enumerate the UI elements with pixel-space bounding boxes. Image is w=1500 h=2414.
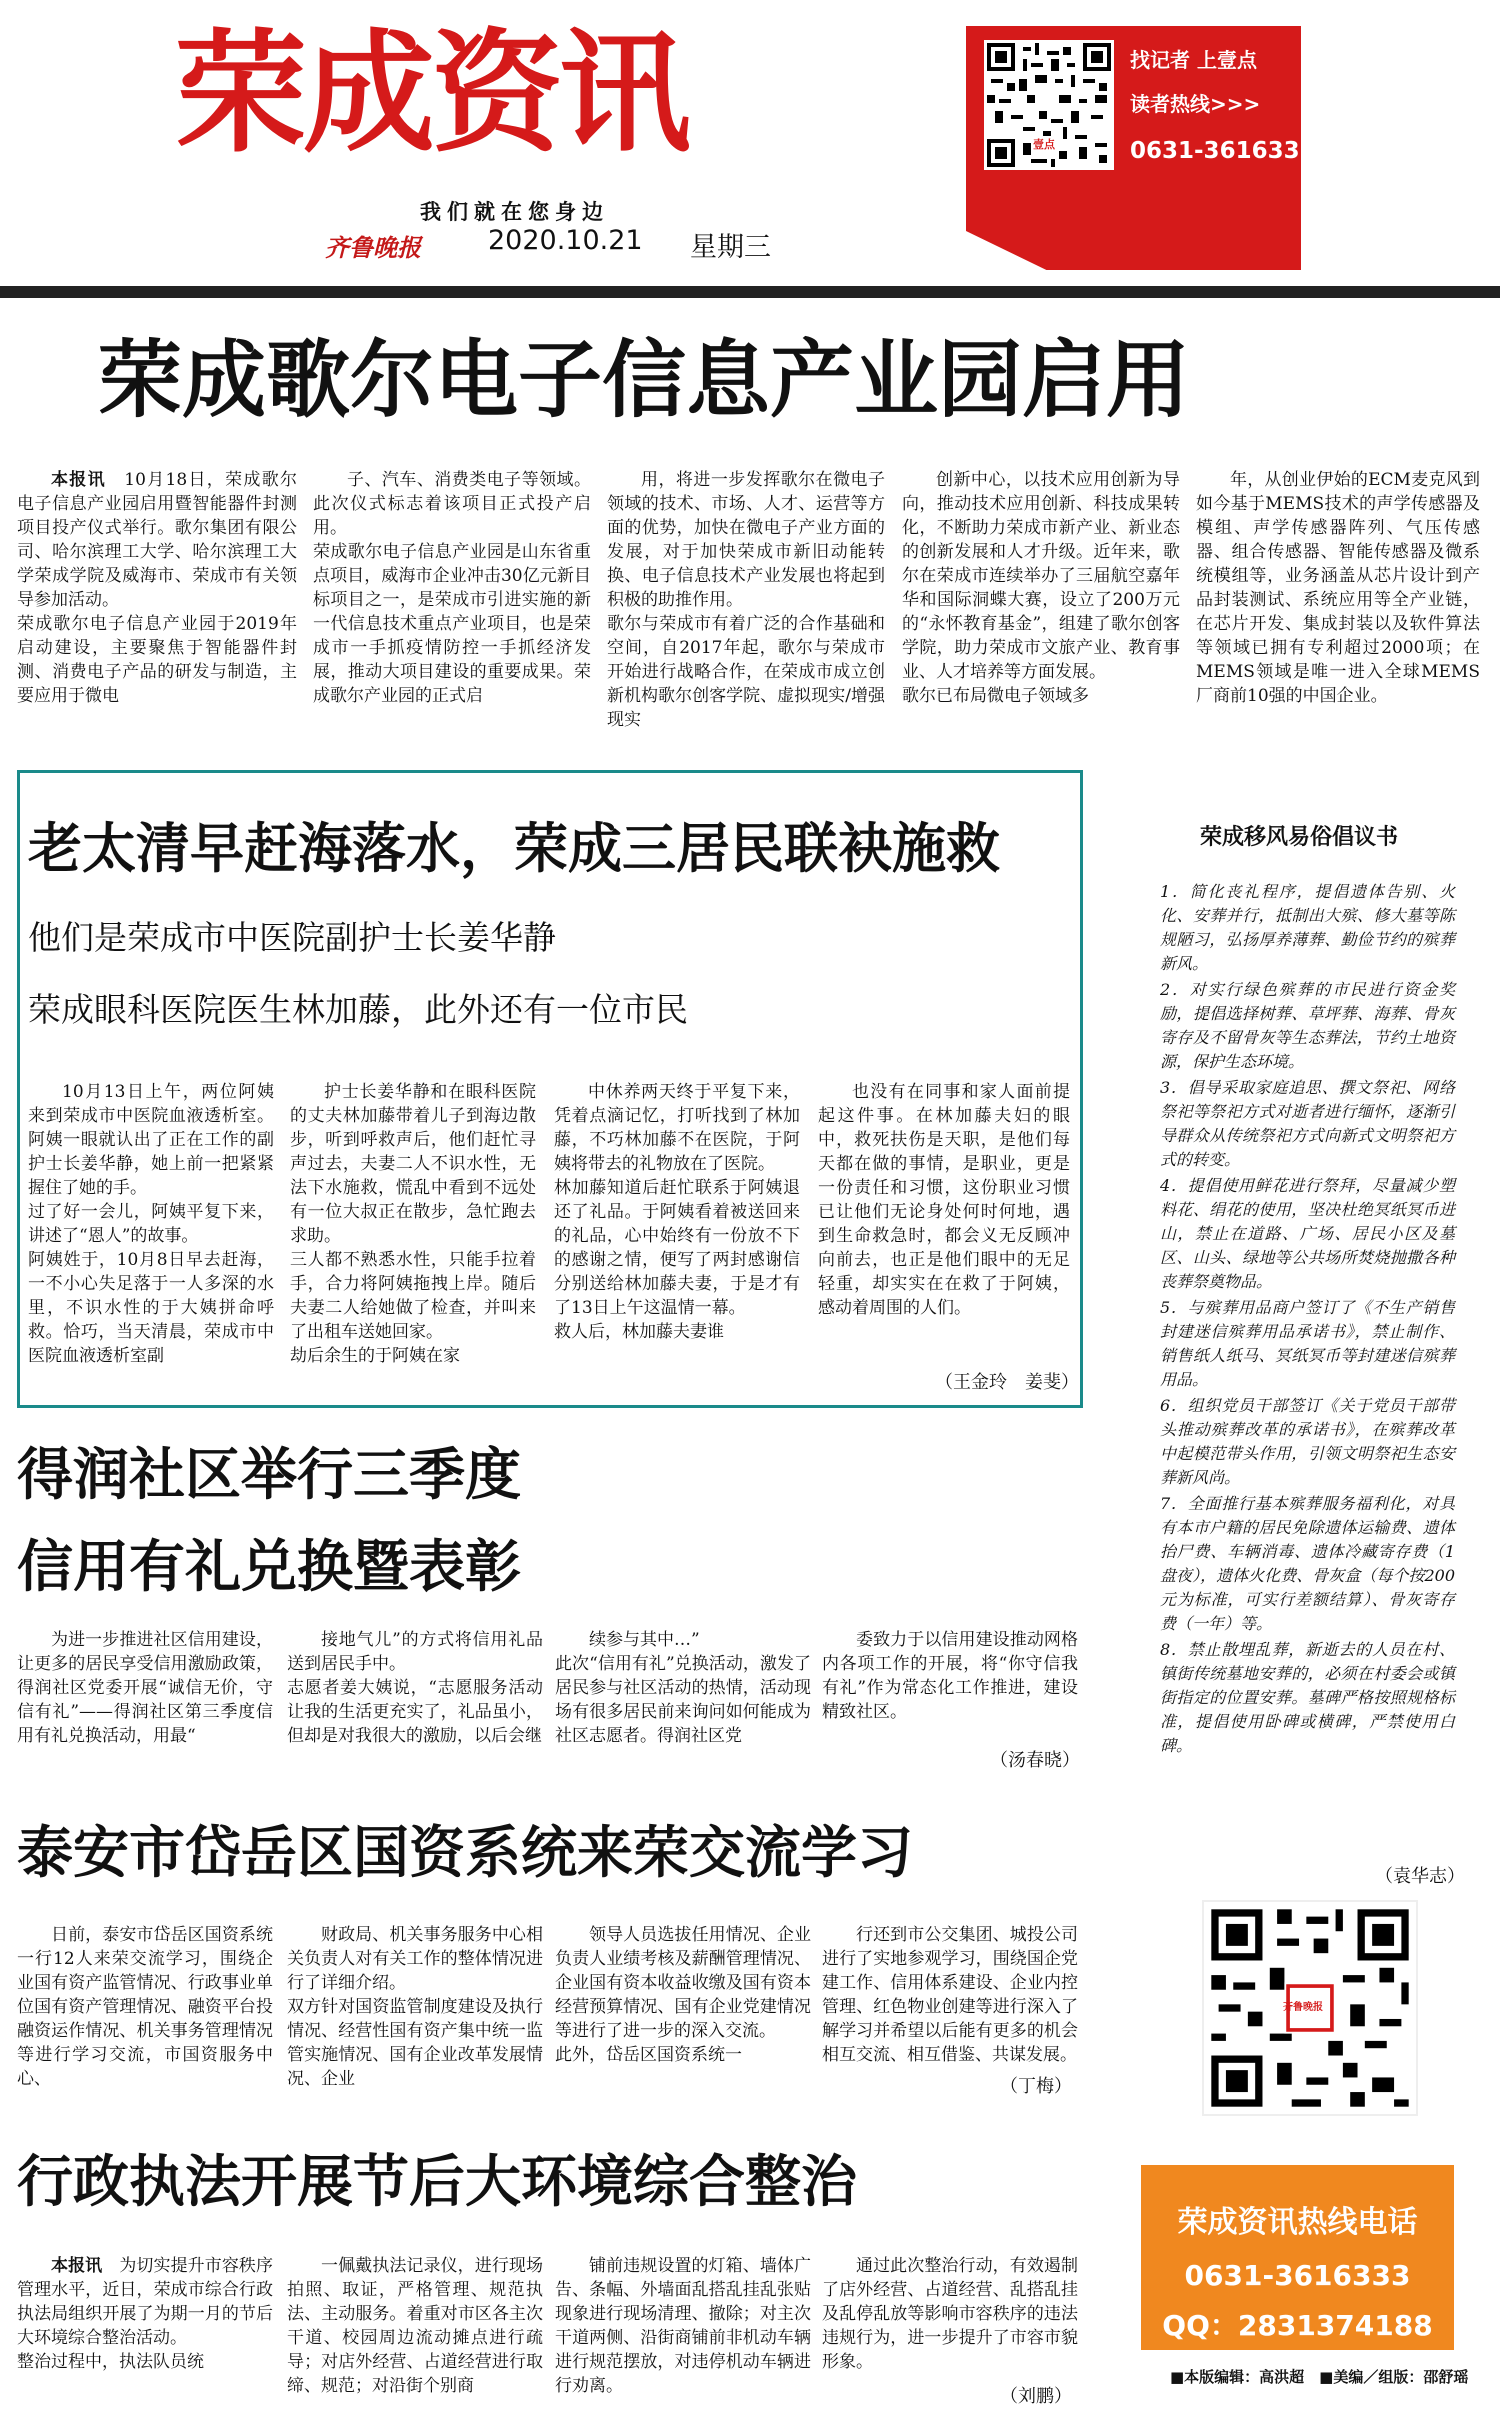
article2-column-2: 护士长姜华静和在眼科医院的丈夫林加藤带着儿子到海边散步，听到呼救声后，他们赶忙寻声过去，夫妻二人不识水性，无法下水施救，慌乱中看到不远处有一位大叔正在散步，急忙跑去求助。 三人都不熟悉水性，只能手拉着手，合力将阿姨拖拽上岸。随后夫妻二人给她做了检查，并叫来了出租车送她回家。 劫后余生的于阿姨在家: [290, 1082, 536, 1366]
article5-column-3: 铺前违规设置的灯箱、墙体广告、条幅、外墙面乱搭乱挂乱张贴现象进行现场清理、撤除；对主次干道两侧、沿街商铺前非机动车辆进行规范摆放，对违停机动车辆进行劝离。: [555, 2256, 811, 2396]
sidebar-byline: （袁华志）: [1375, 1866, 1465, 1887]
hotline-phone[interactable]: 0631-3616333: [1184, 2259, 1411, 2292]
article1-column-4: 创新中心，以技术应用创新为导向，推动技术应用创新、科技成果转化，不断助力荣成市新产业、新业态的创新发展和人才升级。近年来，歌尔在荣成市连续举办了三届航空嘉年华和国际洞蝶大赛，设立了200万元的“永怀教育基金”，组建了歌尔创客学院，助力荣成市文旅产业、教育事业、人才培养等方面发展。 歌尔已布局微电子领域多: [902, 470, 1180, 706]
sidebar-item: 3．倡导采取家庭追思、撰文祭祀、网络祭祀等祭祀方式对逝者进行缅怀，逐渐引导群众从传统祭祀方式向新式文明祭祀方式的转变。: [1160, 1078, 1455, 1169]
hotline-box: [1141, 2165, 1454, 2350]
article1-column-1: [17, 468, 297, 716]
paper-name-logo: 齐鲁晚报: [325, 233, 421, 262]
hotline-qq[interactable]: QQ：2831374188: [1162, 2309, 1433, 2342]
sidebar-item: 1．简化丧礼程序，提倡遗体告别、火化、安葬并行，抵制出大殡、修大墓等陈规陋习，弘扬厚养薄葬、勤俭节约的殡葬新风。: [1160, 882, 1455, 973]
article1-column-5: 年，从创业伊始的ECM麦克风到如今基于MEMS技术的声学传感器及模组、声学传感器阵列、气压传感器、组合传感器、智能传感器及微系统模组等，业务涵盖从芯片设计到产品封装测试、系统应用等全产业链，在芯片开发、集成封装以及软件算法等领域已拥有专利超过2000项；在MEMS领域是唯一进入全球MEMS厂商前10强的中国企业。: [1196, 470, 1480, 706]
article3-column-1: 为进一步推进社区信用建设，让更多的居民享受信用激励政策，得润社区党委开展“诚信无价，守信有礼”——得润社区第三季度信用有礼兑换活动，用最“: [17, 1630, 273, 1746]
article2-subhead-2: 荣成眼科医院医生林加藤，此外还有一位市民: [28, 990, 688, 1029]
sidebar-title: 荣成移风易俗倡议书: [1200, 825, 1399, 850]
sidebar-item: 5．与殡葬用品商户签订了《不生产销售封建迷信殡葬用品承诺书》，禁止制作、销售纸人纸马、冥纸冥币等封建迷信殡葬用品。: [1160, 1298, 1455, 1389]
issue-date: 2020.10.21: [488, 225, 643, 256]
article3-column-2: 接地气儿”的方式将信用礼品送到居民手中。 志愿者姜大姨说，“志愿服务活动让我的生活更充实了，礼品虽小，但却是对我很大的激励，以后会继: [287, 1630, 543, 1746]
article1-lead-tag: 本报讯: [51, 470, 106, 490]
tip-line-1: 找记者 上壹点: [1130, 48, 1257, 72]
masthead-title: 荣成资讯: [175, 17, 687, 171]
article5-col1-text: 为切实提升市容秩序管理水平，近日，荣成市综合行政执法局组织开展了为期一月的节后大环境综合整治活动。 整治过程中，执法队员统: [17, 2256, 274, 2372]
article2-subhead-1: 他们是荣成市中医院副护士长姜华静: [28, 918, 556, 957]
article4-column-1: 日前，泰安市岱岳区国资系统一行12人来荣交流学习，围绕企业国有资产监管情况、行政事业单位国有资产管理情况、融资平台投融资运作情况、机关事务管理情况等进行学习交流，市国资服务中心、: [17, 1925, 273, 2089]
qr-caption: 壹点: [1033, 138, 1055, 151]
sidebar-item: 2．对实行绿色殡葬的市民进行资金奖励，提倡选择树葬、草坪葬、海葬、骨灰寄存及不留骨灰等生态葬法，节约土地资源，保护生态环境。: [1160, 980, 1455, 1071]
article2-byline: （王金玲 姜斐）: [935, 1372, 1079, 1393]
tip-line-2[interactable]: 读者热线>>>: [1130, 92, 1261, 116]
article1-column-2: 子、汽车、消费类电子等领域。此次仪式标志着该项目正式投产启用。 荣成歌尔电子信息产业园是山东省重点项目，威海市企业冲击30亿元新目标项目之一，是荣成市引进实施的新一代信息技术重点产业项目，也是荣成市一手抓疫情防控一手抓经济发展，推动大项目建设的重要成果。荣成歌尔产业园的正式启: [313, 470, 591, 706]
article2-column-1: 10月13日上午，两位阿姨来到荣成市中医院血液透析室。阿姨一眼就认出了正在工作的副护士长姜华静，她上前一把紧紧握住了她的手。 过了好一会儿，阿姨平复下来，讲述了“恩人”的故事。 阿姨姓于，10月8日早去赶海，一不小心失足落于一人多深的水里，不识水性的于大姨拼命呼救。恰巧，当天清晨，荣成市中医院血液透析室副: [28, 1082, 274, 1366]
article2-column-3: 中休养两天终于平复下来，凭着点滴记忆，打听找到了林加藤，不巧林加藤不在医院，于阿姨将带去的礼物放在了医院。 林加藤知道后赶忙联系于阿姨退还了礼品。于阿姨看着被送回来的礼品，心中始终有一份放不下的感谢之情，便写了两封感谢信分别送给林加藤夫妻，于是才有了13日上午这温情一幕。 救人后，林加藤夫妻谁: [554, 1082, 800, 1342]
masthead-slogan: 我们就在您身边: [420, 200, 609, 224]
article5-lead-tag: 本报讯: [51, 2256, 103, 2276]
article4-column-4: 行还到市公交集团、城投公司进行了实地参观学习，围绕国企党建工作、信用体系建设、企业内控管理、红色物业创建等进行深入了解学习并希望以后能有更多的机会相互交流、相互借鉴、共谋发展。: [822, 1925, 1078, 2065]
article3-column-4: 委致力于以信用建设推动网格内各项工作的开展，将“你守信我有礼”作为常态化工作推进，建设精致社区。: [822, 1630, 1078, 1722]
masthead-divider: [0, 286, 1500, 298]
article2-headline: 老太清早赶海落水，荣成三居民联袂施救: [28, 817, 1000, 880]
article5-column-1: [17, 2254, 273, 2404]
sidebar-item: 7．全面推行基本殡葬服务福利化，对具有本市户籍的居民免除遗体运输费、遗体抬尸费、车辆消毒、遗体冷藏寄存费（1盘夜），遗体火化费、骨灰盒（每个按200元为标准，可实行差额结算）、骨灰寄存费（一年）等。: [1160, 1494, 1455, 1633]
article4-headline: 泰安市岱岳区国资系统来荣交流学习: [17, 1821, 913, 1886]
sidebar-item: 6．组织党员干部签订《关于党员干部带头推动殡葬改革的承诺书》，在殡葬改革中起模范带头作用，引领文明祭祀生态安葬新风尚。: [1160, 1396, 1455, 1487]
issue-weekday: 星期三: [690, 232, 771, 263]
tip-phone[interactable]: 0631-3616333: [1130, 138, 1316, 164]
article3-byline: （汤春晓）: [990, 1750, 1080, 1771]
article4-column-2: 财政局、机关事务服务中心相关负责人对有关工作的整体情况进行了详细介绍。 双方针对国资监管制度建设及执行情况、经营性国有资产集中统一监管实施情况、国有企业改革发展情况、企业: [287, 1925, 543, 2089]
article1-col1-text: 10月18日，荣成歌尔电子信息产业园启用暨智能器件封测项目投产仪式举行。歌尔集团有限公司、哈尔滨理工大学、哈尔滨理工大学荣成学院及威海市、荣成市有关领导参加活动。 荣成歌尔电子信息产业园于2019年启动建设，主要聚焦于智能器件封测、消费电子产品的研发与制造，主要应用于微电: [17, 470, 298, 706]
article3-headline-line-1: 得润社区举行三季度: [17, 1443, 521, 1508]
article1-headline: 荣成歌尔电子信息产业园启用: [98, 331, 1191, 429]
article3-headline-line-2: 信用有礼兑换暨表彰: [17, 1535, 521, 1600]
article5-column-2: 一佩戴执法记录仪，进行现场拍照、取证，严格管理、规范执法、主动服务。着重对市区各主次干道、校园周边流动摊点进行疏导；对店外经营、占道经营进行取缔、规范；对沿街个别商: [287, 2256, 543, 2396]
article5-headline: 行政执法开展节后大环境综合整治: [17, 2150, 857, 2215]
page-credits: ■本版编辑：高洪超 ■美编／组版：邵舒瑶: [1170, 2368, 1469, 2386]
article5-column-4: 通过此次整治行动，有效遏制了店外经营、占道经营、乱搭乱挂及乱停乱放等影响市容秩序的违法违规行为，进一步提升了市容市貌形象。: [822, 2256, 1078, 2372]
article1-column-3: 用，将进一步发挥歌尔在微电子领域的技术、市场、人才、运营等方面的优势，加快在微电子产业方面的发展，对于加快荣成市新旧动能转换、电子信息技术产业发展也将起到积极的助推作用。 歌尔与荣成市有着广泛的合作基础和空间，自2017年起，歌尔与荣成市开始进行战略合作，在荣成市成立创新机构歌尔创客学院、虚拟现实/增强现实: [607, 470, 885, 730]
article3-column-3: 续参与其中…” 此次“信用有礼”兑换活动，激发了居民参与社区活动的热情，活动现场有很多居民前来询问如何能成为社区志愿者。得润社区党: [555, 1630, 811, 1746]
sidebar-proposal-list: [1160, 880, 1455, 1850]
sidebar-item: 4．提倡使用鲜花进行祭拜，尽量减少塑料花、绢花的使用，坚决杜绝冥纸冥币进山，禁止在道路、广场、居民小区及墓区、山头、绿地等公共场所焚烧抛撒各种丧葬祭奠物品。: [1160, 1176, 1455, 1291]
sidebar-item: 8．禁止散埋乱葬，新逝去的人员在村、镇街传统墓地安葬的，必须在村委会或镇街指定的位置安葬。墓碑严格按照规格标准，提倡使用卧碑或横碑，严禁使用白碑。: [1160, 1640, 1455, 1755]
hotline-title: 荣成资讯热线电话: [1177, 2205, 1418, 2240]
article2-column-4: 也没有在同事和家人面前提起这件事。在林加藤夫妇的眼中，救死扶伤是天职，是他们每天都在做的事情，是职业，更是一份责任和习惯，这份职业习惯已让他们无论身处何时何地，遇到生命救急时，都会义无反顾冲向前去，也正是他们眼中的无足轻重，却实实在在救了于阿姨，感动着周围的人们。: [818, 1082, 1070, 1318]
article5-byline: （刘鹏）: [1000, 2386, 1072, 2407]
article4-byline: （丁梅）: [1000, 2076, 1072, 2097]
sidebar-qr-caption: 齐鲁晚报: [1283, 2002, 1323, 2013]
article4-column-3: 领导人员选拔任用情况、企业负责人业绩考核及薪酬管理情况、企业国有资本收益收缴及国有资本经营预算情况、国有企业党建情况等进行了进一步的深入交流。 此外，岱岳区国资系统一: [555, 1925, 811, 2065]
